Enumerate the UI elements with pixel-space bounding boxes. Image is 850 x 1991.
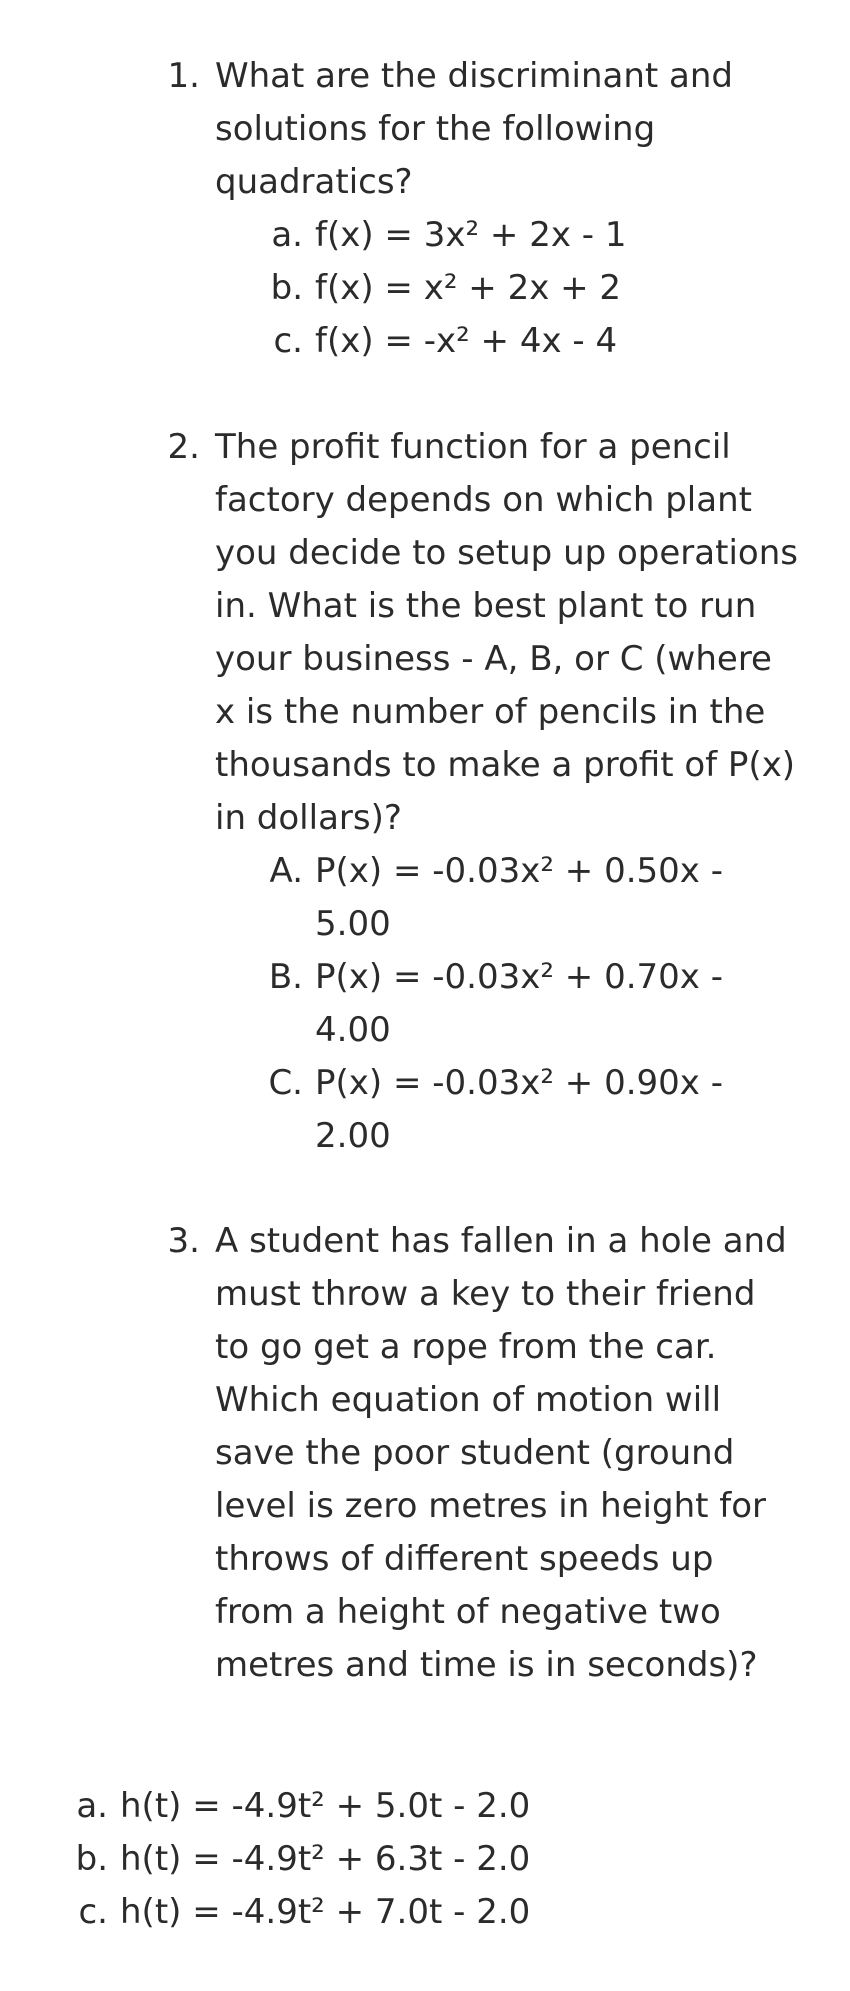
question-3-line: A student has fallen in a hole and: [215, 1221, 787, 1261]
question-2-line: The profit function for a pencil: [215, 427, 731, 467]
question-2-options: [255, 845, 723, 1163]
question-2-option-b: [255, 951, 723, 1057]
question-3-text: [215, 1215, 790, 1692]
question-2-option-c: [255, 1057, 723, 1163]
option-expression: h(t) = -4.9t² + 7.0t - 2.0: [120, 1892, 531, 1932]
question-3-line: to go get a rope from the car.: [215, 1327, 717, 1367]
option-label: c.: [273, 321, 303, 361]
option-expression-line2: 2.00: [315, 1116, 391, 1156]
question-1-line: solutions for the following: [215, 109, 656, 149]
option-label: a.: [76, 1786, 108, 1826]
option-expression: h(t) = -4.9t² + 5.0t - 2.0: [120, 1786, 531, 1826]
question-3-option-b: [60, 1833, 530, 1886]
question-2-option-a: [255, 845, 723, 951]
question-1-line: quadratics?: [215, 162, 413, 202]
option-expression: f(x) = -x² + 4x - 4: [315, 321, 618, 361]
option-expression-line1: P(x) = -0.03x² + 0.90x -: [315, 1063, 723, 1103]
question-1-text: [215, 50, 790, 209]
question-3-line: Which equation of motion will: [215, 1380, 722, 1420]
option-expression: f(x) = x² + 2x + 2: [315, 268, 622, 308]
question-2-line: your business - A, B, or C (where: [215, 639, 772, 679]
question-3-line: throws of different speeds up: [215, 1539, 714, 1579]
question-1-option-c: [255, 315, 626, 368]
question-3: [160, 1215, 800, 1692]
question-1: [160, 50, 800, 209]
option-expression: h(t) = -4.9t² + 6.3t - 2.0: [120, 1839, 531, 1879]
question-3-line: save the poor student (ground: [215, 1433, 735, 1473]
question-3-options: [60, 1780, 530, 1939]
question-2-line: thousands to make a profit of P(x): [215, 745, 796, 785]
question-3-line: metres and time is in seconds)?: [215, 1645, 758, 1685]
question-2-line: in. What is the best plant to run: [215, 586, 757, 626]
question-2-line: x is the number of pencils in the: [215, 692, 766, 732]
option-label: C.: [268, 1063, 303, 1103]
question-1-option-b: [255, 262, 626, 315]
question-1-options: [255, 209, 626, 368]
option-label: b.: [75, 1839, 108, 1879]
option-label: B.: [268, 957, 303, 997]
option-expression-line2: 4.00: [315, 1010, 391, 1050]
option-expression-line1: P(x) = -0.03x² + 0.70x -: [315, 957, 723, 997]
question-1-option-a: [255, 209, 626, 262]
question-3-option-c: [60, 1886, 530, 1939]
option-label: a.: [271, 215, 303, 255]
question-2-line: in dollars)?: [215, 798, 402, 838]
option-expression-line2: 5.00: [315, 904, 391, 944]
option-expression-line1: P(x) = -0.03x² + 0.50x -: [315, 851, 723, 891]
option-label: c.: [78, 1892, 108, 1932]
question-2-line: you decide to setup up operations: [215, 533, 798, 573]
option-label: A.: [269, 851, 303, 891]
option-expression: f(x) = 3x² + 2x - 1: [315, 215, 627, 255]
question-1-number: 1.: [167, 56, 200, 96]
question-3-line: level is zero metres in height for: [215, 1486, 767, 1526]
question-2-line: factory depends on which plant: [215, 480, 752, 520]
question-3-number: 3.: [167, 1221, 200, 1261]
question-3-line: from a height of negative two: [215, 1592, 721, 1632]
question-2: [160, 421, 800, 845]
question-2-number: 2.: [167, 427, 200, 467]
question-2-text: [215, 421, 798, 845]
option-label: b.: [270, 268, 303, 308]
question-1-line: What are the discriminant and: [215, 56, 734, 96]
question-3-option-a: [60, 1780, 530, 1833]
question-3-line: must throw a key to their friend: [215, 1274, 756, 1314]
